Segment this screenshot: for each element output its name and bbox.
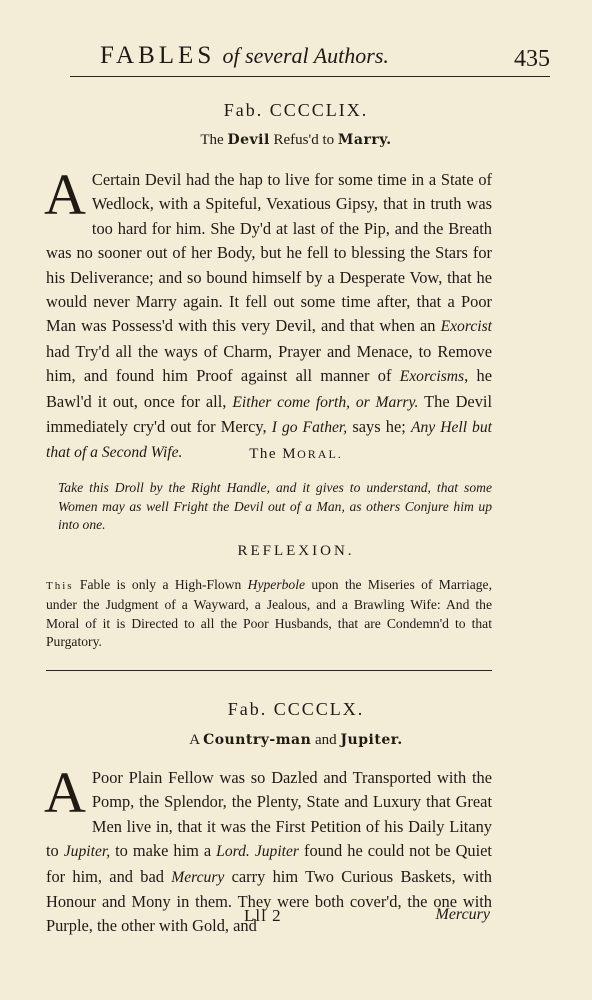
- reflexion-text: This Fable is only a High-Flown Hyperbole upon the Miseries of Marriage, under the Judgment of a Wayward, a Jealous, and a Brawling Wife: And the Moral of it is Directed to all the Poor Husbands, that are Condemn'd to that Purgatory.: [46, 577, 492, 650]
- signature-mark: Lll 2: [244, 906, 282, 925]
- page-number: 435: [514, 46, 550, 72]
- catchword: Mercury: [435, 906, 490, 923]
- running-title-rest: of several Authors.: [222, 43, 389, 68]
- fable-text-1: A Certain Devil had the hap to live for some time in a State of Wedlock, with a Spiteful, Vexatious Gipsy, that in truth was too hard for him. She Dy'd at last of the Pip, and the Breath was no sooner out of her Body, but he fell to blessing the Stars for his Deliverance; and so bound himself by a Desperate Vow, that he would never Marry again. It fell out some time after, that a Poor Man was Possess'd with this very Devil, and that when an Exorcist had Try'd all the ways of Charm, Prayer and Menace, to Remove him, and found him Proof against all manner of Exorcisms, he Bawl'd it out, once for all, Either come forth, or Marry. The Devil immediately cry'd out for Mercy, I go Father, says he; Any Hell but that of a Second Wife.: [44, 162, 493, 462]
- fable-text-2: A Poor Plain Fellow was so Dazled and Transported with the Pomp, the Splendor, the Plenty, State and Luxury that Great Men live in, that it was the First Petition of his Daily Litany to Jupiter, to make him a Lord. Jupiter found he could not be Quiet for him, and bad Mercury carry him Two Curious Baskets, with Honour and Mony in them. They were both cover'd, the one with Purple, the other with Gold, and: [44, 760, 492, 936]
- moral-heading: The MORAL.: [249, 446, 343, 462]
- drop-cap: A: [44, 162, 86, 227]
- section-divider: [46, 670, 492, 671]
- fable-number-2: Fab. CCCCLX.: [227, 699, 365, 719]
- running-header: [70, 42, 550, 77]
- reflexion-heading: REFLEXION.: [237, 543, 355, 559]
- drop-cap: A: [44, 760, 86, 825]
- moral-text: Take this Droll by the Right Handle, and it gives to understand, that some Women may as well Fright the Devil out of a Man, as others Conjure him up into one.: [58, 480, 492, 532]
- fable-title-2: A Country-man and Jupiter.: [189, 732, 403, 748]
- fable-number-1: Fab. CCCCLIX.: [223, 100, 369, 120]
- running-title: [100, 42, 389, 70]
- running-title-main: FABLES: [100, 42, 216, 69]
- fable-title-1: The Devil Refus'd to Marry.: [200, 132, 392, 148]
